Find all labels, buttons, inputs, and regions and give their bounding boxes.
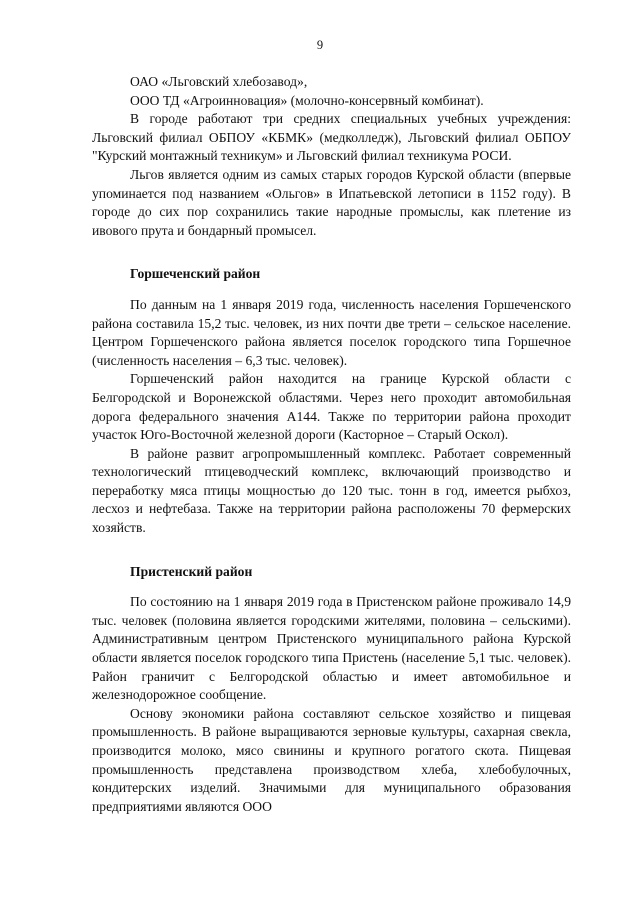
paragraph-gorshechensky-1: По данным на 1 января 2019 года, численность населения Горшеченского района составила 15,2 тыс. человек, из них почти две трети – сельское население. Центром Горшеченского района является поселок городского типа Горшечное (численность населения – 6,3 тыс. человек). [92,296,571,368]
page-content [92,73,571,816]
spacer [92,240,571,265]
paragraph-gorshechensky-2: Горшеченский район находится на границе Курской области с Белгородской и Воронежской областями. Через него проходит автомобильная дорога федерального значения А144. Также по территории района проходит участок Юго-Восточной железной дороги (Касторное – Старый Оскол). [92,371,571,443]
paragraph-intro-4: Льгов является одним из самых старых городов Курской области (впервые упоминается под названием «Ольгов» в Ипатьевской летописи в 1152 году). В городе до сих пор сохранились такие народные промыслы, как плетение из ивового прута и бондарный промысел. [92,166,571,238]
paragraph-intro-3: В городе работают три средних специальных учебных учреждения: Льговский филиал ОБПОУ «КБМК» (медколледж), Льговский филиал ОБПОУ "Курский монтажный техникум» и Льговский филиал техникума РОСИ. [92,111,571,164]
paragraph-intro-2: ООО ТД «Агроинновация» (молочно-консервный комбинат). [130,92,484,108]
spacer [92,581,571,593]
paragraph-pristensky-1: По состоянию на 1 января 2019 года в Пристенском районе проживало 14,9 тыс. человек (половина является городскими жителями, половина – сельскими). Административным центром Пристенского муниципального района Курской области является поселок городского типа Пристень (население 5,1 тыс. человек). Район граничит с Белгородской областью и имеет автомобильное и железнодорожное сообщение. [92,594,571,703]
section-heading-pristensky: Пристенский район [130,563,253,579]
page-number: 9 [316,38,324,52]
paragraph-gorshechensky-3: В районе развит агропромышленный комплекс. Работает современный технологический птицеводческий комплекс, включающий производство и переработку мяса птицы мощностью до 120 тыс. тонн в год, имеется рыбхоз, лесхоз и нефтебаза. Также на территории района расположены 70 фермерских хозяйств. [92,445,571,536]
section-heading-gorshechensky: Горшеченский район [130,266,261,282]
spacer [92,538,571,563]
paragraph-pristensky-2: Основу экономики района составляют сельское хозяйство и пищевая промышленность. В районе выращиваются зерновые культуры, сахарная свекла, производится молоко, мясо свинины и крупного рогатого скота. Пищевая промышленность представлена производством хлеба, хлебобулочных, кондитерских изделий. Значимыми для муниципального образования предприятиями являются ООО [92,705,571,814]
spacer [92,284,571,296]
paragraph-intro-1: ОАО «Льговский хлебозавод», [130,74,308,89]
